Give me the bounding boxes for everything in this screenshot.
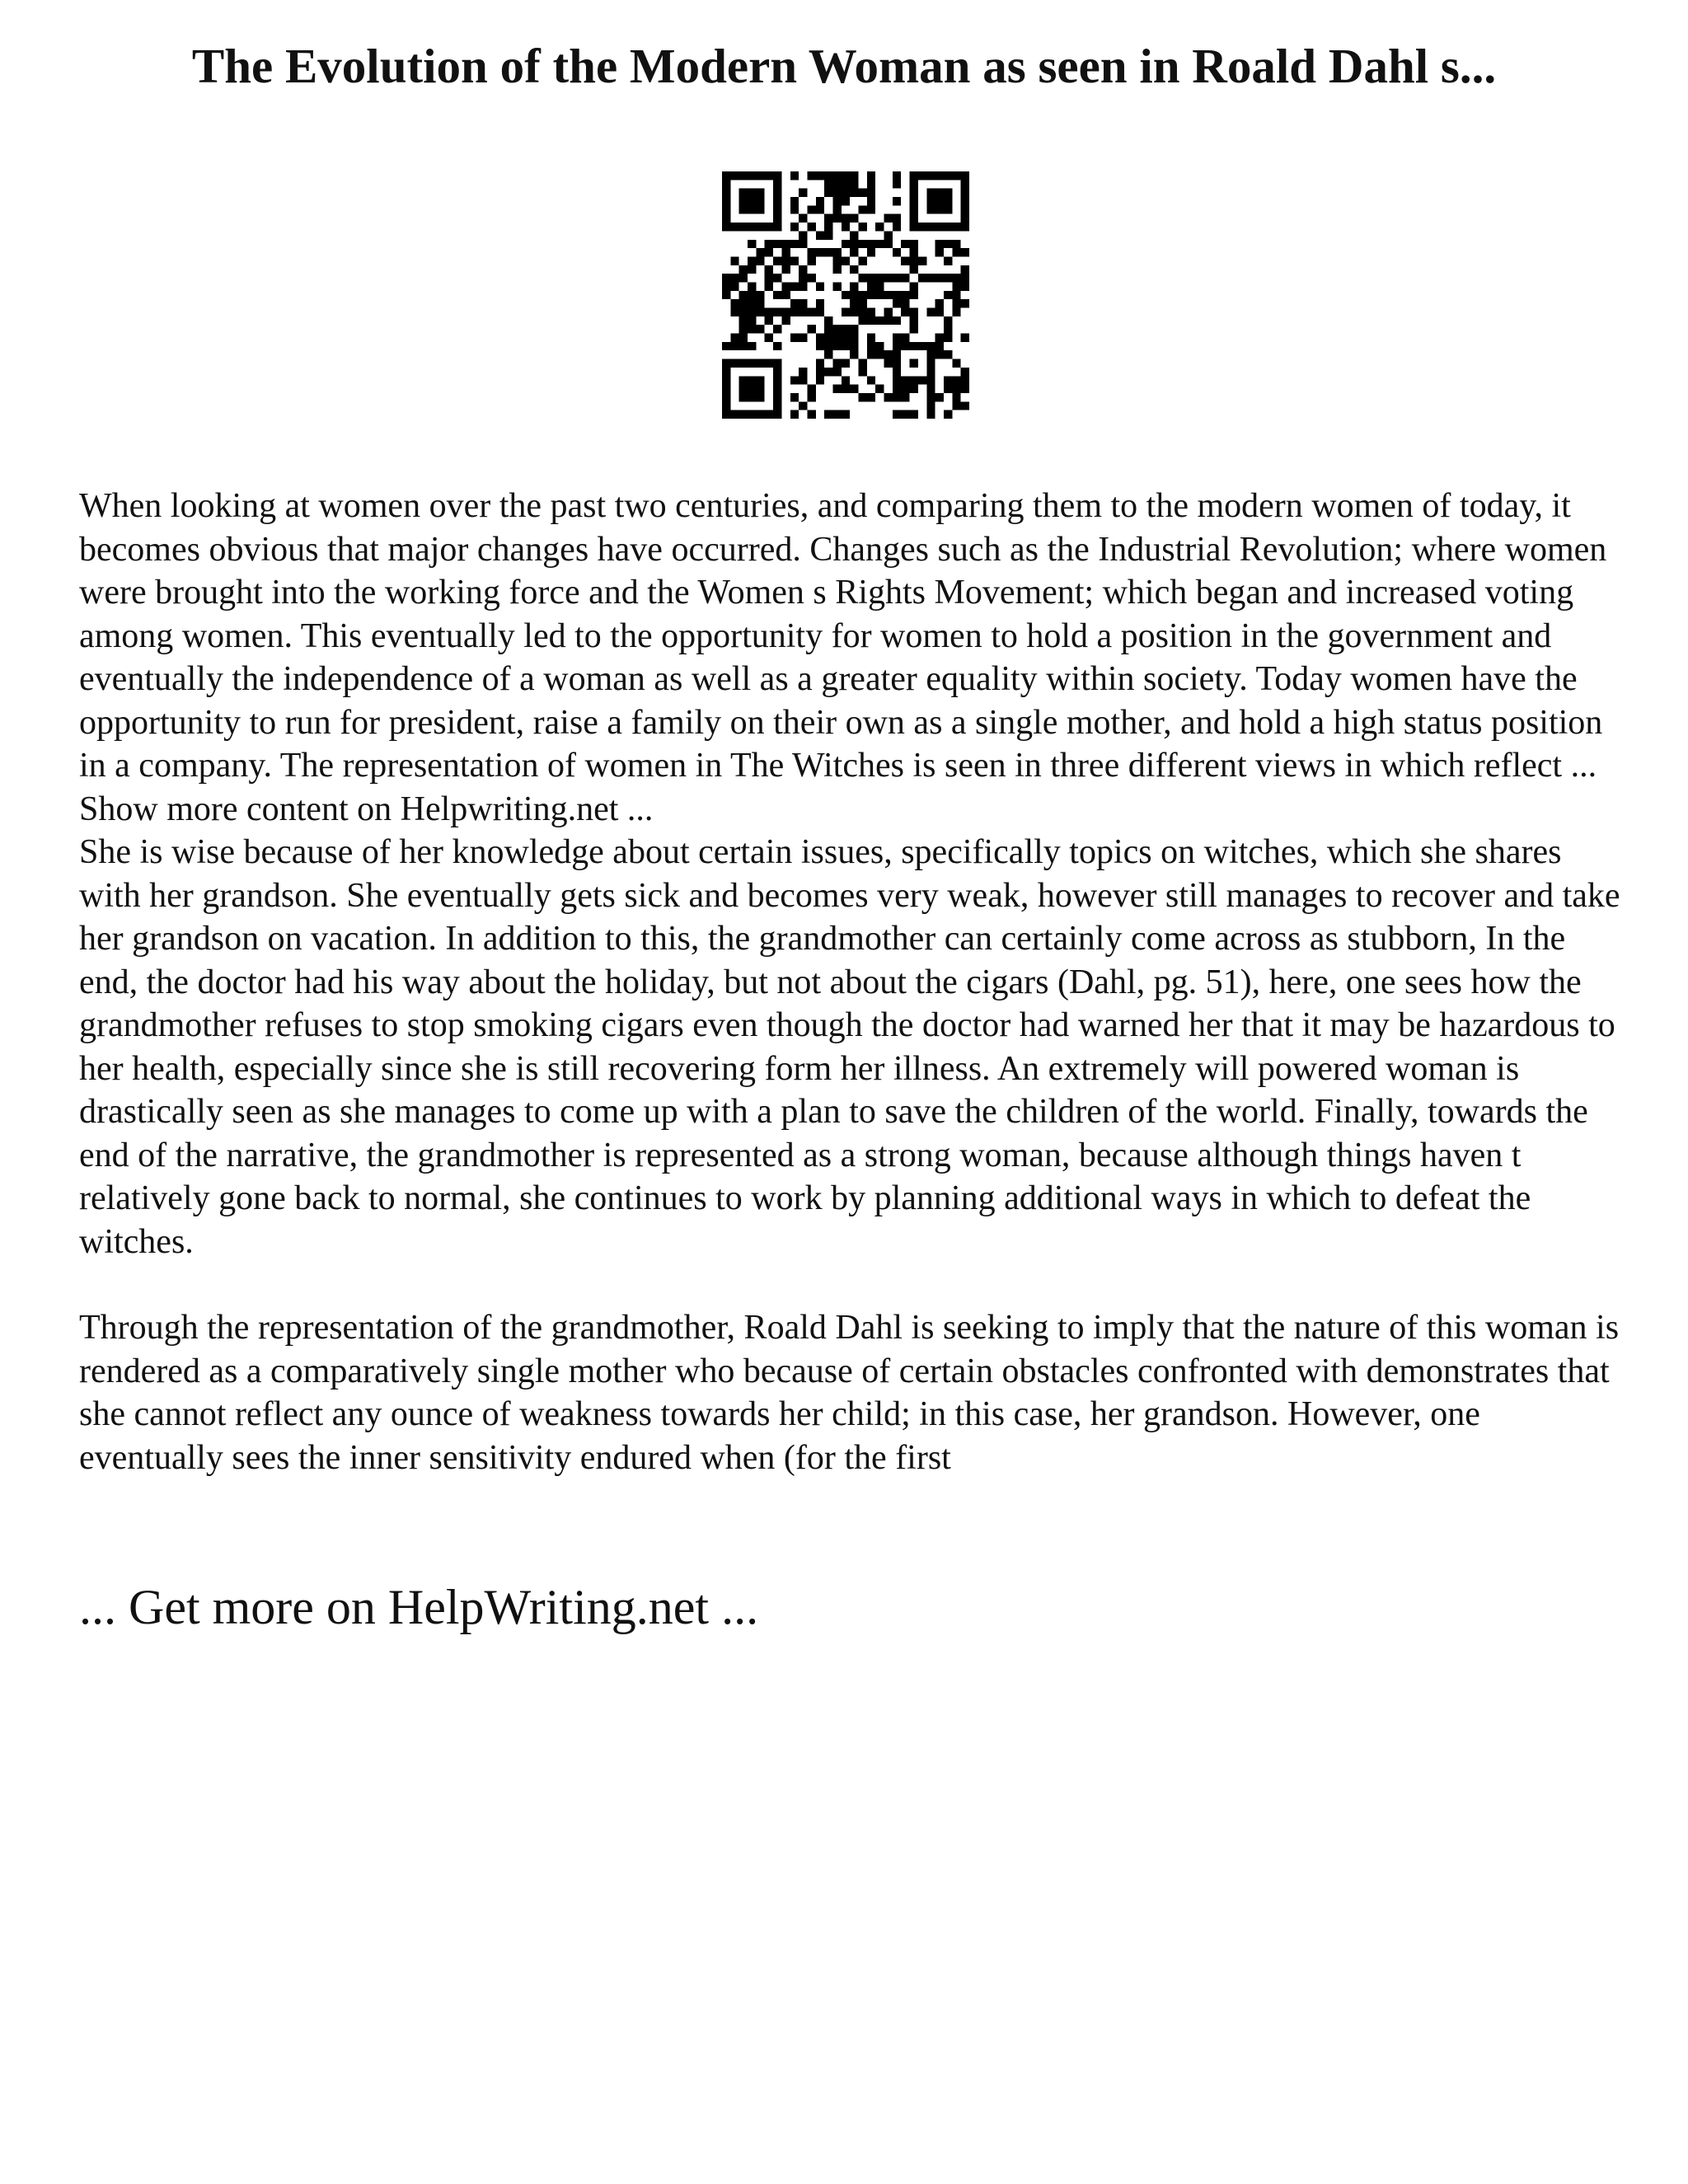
paragraph-representation: Through the representation of the grandmother, Roald Dahl is seeking to imply that the nature of this woman is rendered as a comparatively single mother who because of certain obstacles confronted with demonstrates that she cannot reflect any ounce of weakness towards her child; in this case, her grandson. However, one eventually sees the inner sensitivity endured when (for the first	[79, 1309, 1620, 1477]
paragraph-spacer	[79, 1263, 1629, 1306]
qr-code-icon[interactable]	[722, 171, 969, 419]
document-title: The Evolution of the Modern Woman as seen in Roald Dahl s...	[191, 39, 1497, 93]
paragraph-intro: When looking at women over the past two centuries, and comparing them to the modern women of today, it becomes obvious that major changes have occurred. Changes such as the Industrial Revolution; where women were brought into the working force and the Women s Rights Movement; which began and increased voting among women. This eventually led to the opportunity for women to hold a position in the government and eventually the independence of a woman as well as a greater equality within society. Today women have the opportunity to run for president, raise a family on their own as a single mother, and hold a high status position in a company. The representation of women in The Witches is seen in three different views in which reflect ... Show more content on Helpwriting.net ...	[79, 487, 1607, 828]
paragraph-grandmother: She is wise because of her knowledge about certain issues, specifically topics on witches, which she shares with her grandson. She eventually gets sick and becomes very weak, however still manages to recover and take her grandson on vacation. In addition to this, the grandmother can certainly come across as stubborn, In the end, the doctor had his way about the holiday, but not about the cigars (Dahl, pg. 51), here, one sees how the grandmother refuses to stop smoking cigars even though the doctor had warned her that it may be hazardous to her health, especially since she is still recovering form her illness. An extremely will powered woman is drastically seen as she manages to come up with a plan to save the children of the world. Finally, towards the end of the narrative, the grandmother is represented as a strong woman, because although things haven t relatively gone back to normal, she continues to work by planning additional ways in which to defeat the witches.	[79, 833, 1620, 1261]
get-more-link[interactable]: ... Get more on HelpWriting.net ...	[79, 1580, 759, 1634]
document-body	[79, 485, 1629, 1479]
